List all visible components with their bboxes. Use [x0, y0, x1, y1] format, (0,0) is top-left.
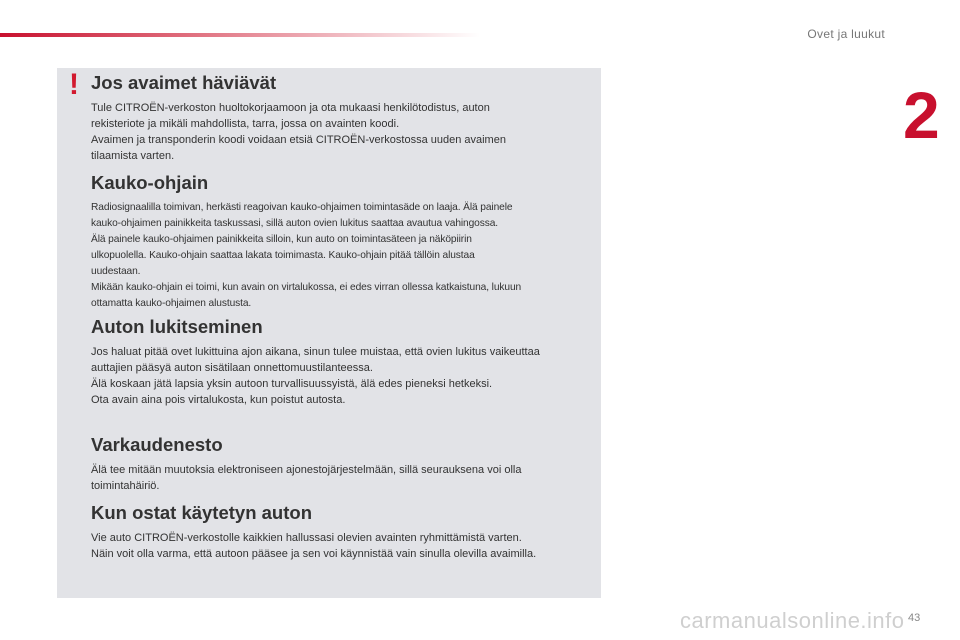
section-title: Kauko-ohjain	[91, 172, 209, 193]
header-accent-bar	[0, 33, 480, 37]
section-remote-control	[91, 172, 601, 312]
watermark: carmanualsonline.info	[680, 608, 905, 633]
page-number: 43	[908, 612, 921, 624]
section-locking	[91, 316, 601, 408]
section-title: Auton lukitseminen	[91, 316, 263, 337]
chapter-title: Ovet ja luukut	[807, 27, 885, 41]
section-body: Tule CITROËN-verkoston huoltokorjaamoon ja ota mukaasi henkilötodistus, auton rekisteriote ja mikäli mahdollista, tarra, jossa on avainten koodi. Avaimen ja transponderin koodi voidaan etsiä CITROËN-verkostossa uuden avaimen tilaamista varten.	[91, 102, 506, 163]
section-immobiliser	[91, 434, 601, 494]
section-lost-keys	[91, 72, 601, 164]
section-body: Älä tee mitään muutoksia elektroniseen ajonestojärjestelmään, sillä seurauksena voi olla toimintahäiriö.	[91, 464, 522, 493]
section-body: Vie auto CITROËN-verkostolle kaikkien hallussasi olevien avainten ryhmittämistä varten. Näin voit olla varma, että autoon pääsee ja sen voi käynnistää vain sinulla olevilla avaimilla.	[91, 532, 537, 561]
section-title: Kun ostat käytetyn auton	[91, 502, 312, 523]
section-title: Varkaudenesto	[91, 434, 223, 455]
exclamation-icon: !	[69, 68, 79, 101]
chapter-number: 2	[903, 78, 940, 152]
section-body: Radiosignaalilla toimivan, herkästi reagoivan kauko-ohjaimen toimintasäde on laaja. Älä painele kauko-ohjaimen painikkeita taskussasi, sillä auton ovien lukitus saattaa avautua vahingossa. Älä painele kauko-ohjaimen painikkeita silloin, kun auto on toimintasäteen ja näköpiirin ulkopuolella. Kauko-ohjain saattaa lakata toimimasta. Kauko-ohjain pitää tällöin alustaa uudestaan. Mikään kauko-ohjain ei toimi, kun avain on virtalukossa, ei edes virran ollessa katkaistuna, lukuun ottamatta kauko-ohjaimen alustusta.	[91, 202, 522, 310]
section-body: Jos haluat pitää ovet lukittuina ajon aikana, sinun tulee muistaa, että ovien lukitus vaikeuttaa auttajien pääsyä auton sisätilaan onnettomuustilanteessa. Älä koskaan jätä lapsia yksin autoon turvallisuussyistä, älä edes pieneksi hetkeksi. Ota avain aina pois virtalukosta, kun poistut autosta.	[91, 346, 540, 407]
section-title: Jos avaimet häviävät	[91, 72, 277, 93]
section-used-car	[91, 502, 601, 562]
